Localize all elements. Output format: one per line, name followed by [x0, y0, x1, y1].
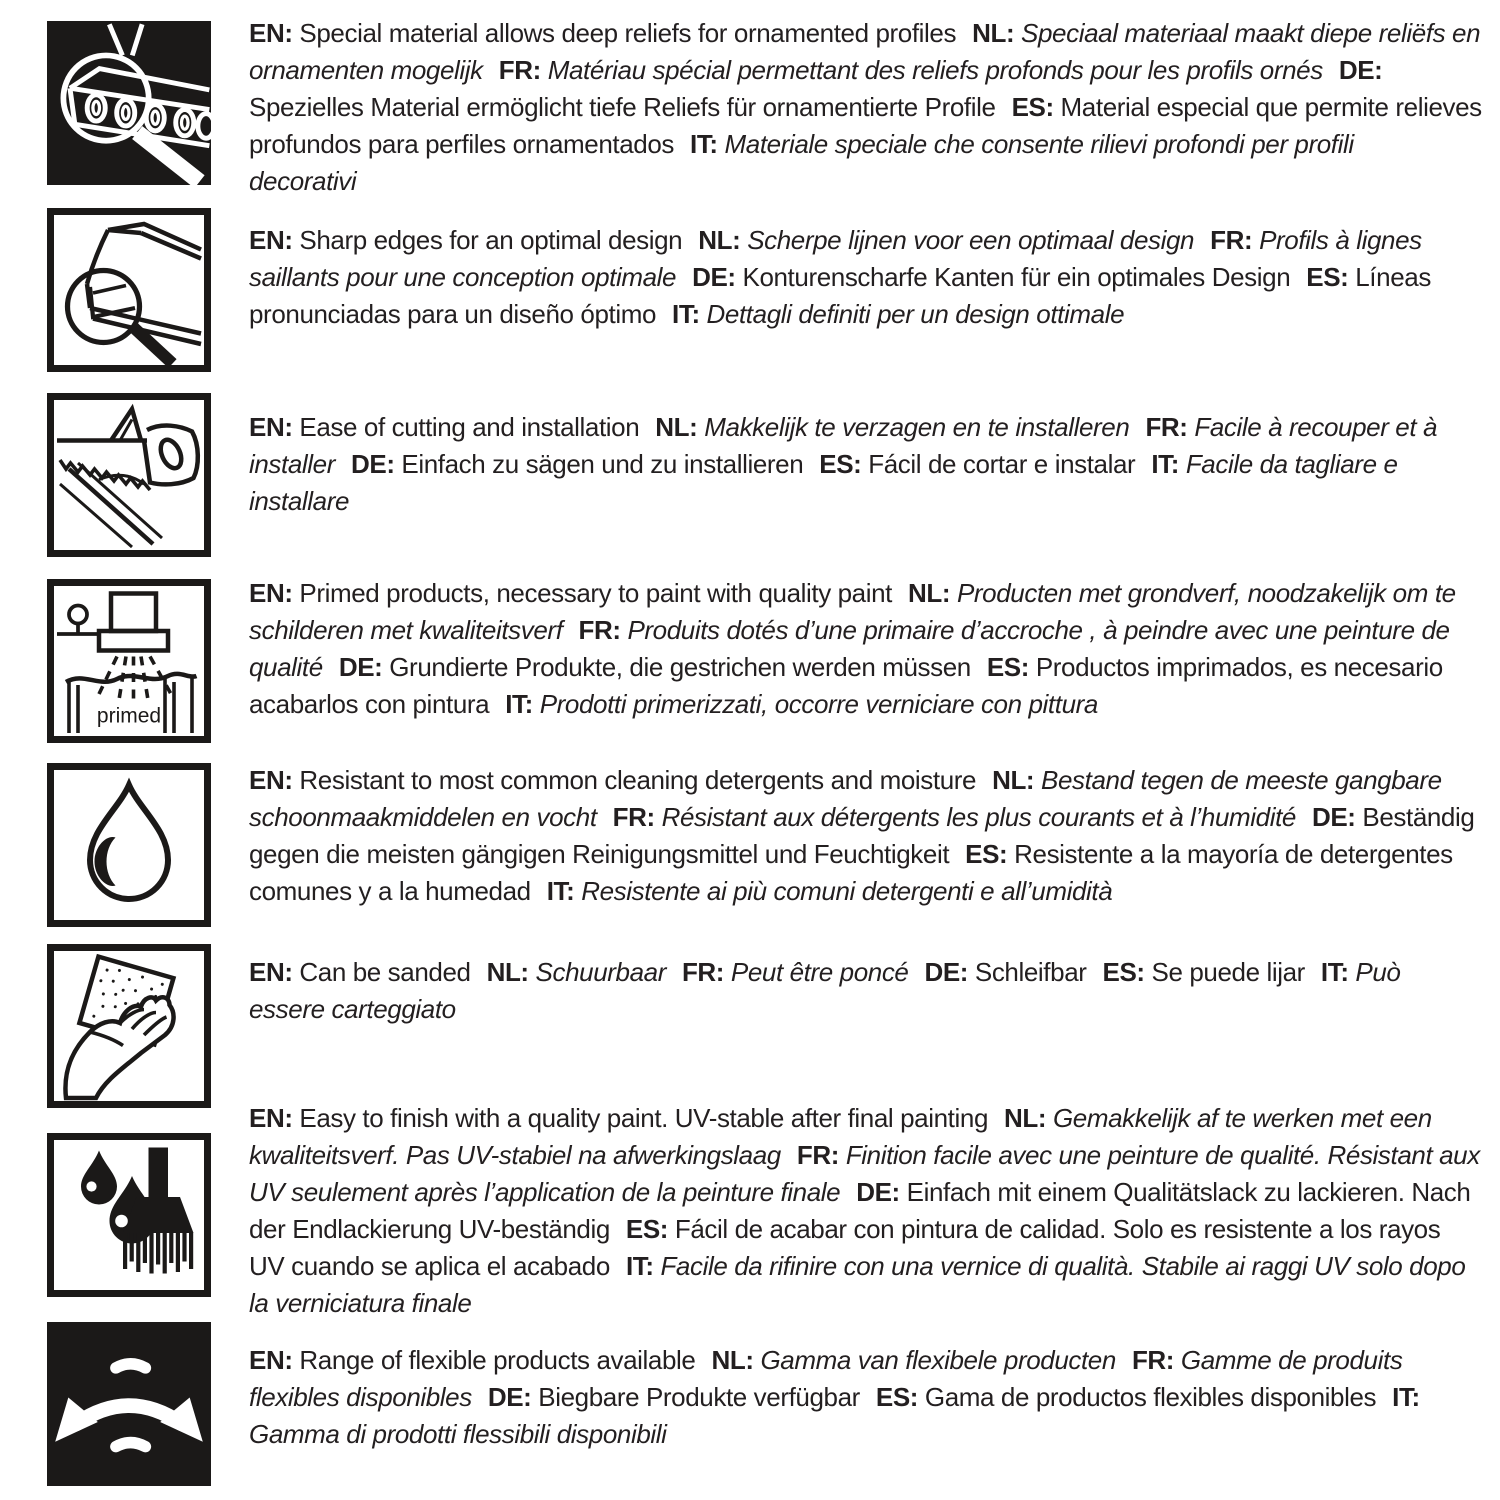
- lang-text-de: Biegbare Produkte verfügbar: [538, 1382, 860, 1412]
- lang-text-en: Easy to finish with a quality paint. UV-stable after final painting: [299, 1103, 989, 1133]
- lang-label-nl: NL:: [655, 412, 698, 442]
- flex-arrow-icon: [47, 1322, 211, 1486]
- lang-segment-es: [876, 1382, 1376, 1412]
- feature-text: [249, 954, 1482, 1028]
- lang-text-en: Sharp edges for an optimal design: [299, 225, 683, 255]
- lang-segment-nl: [711, 1345, 1115, 1375]
- feature-text: [249, 409, 1482, 520]
- lang-text-nl: Producten met grondverf, noodzakelijk om te schilderen met kwaliteitsverf: [249, 578, 1456, 645]
- lang-segment-de: [488, 1382, 860, 1412]
- lang-text-fr: Facile à recouper et à installer: [249, 412, 1438, 479]
- lang-label-en: EN:: [249, 578, 293, 608]
- lang-text-nl: Scherpe lijnen voor een optimaal design: [747, 225, 1195, 255]
- lang-segment-en: [249, 412, 639, 442]
- lang-segment-nl: [698, 225, 1194, 255]
- lang-segment-fr: [613, 802, 1296, 832]
- lang-text-nl: Bestand tegen de meeste gangbare schoonmaakmiddelen en vocht: [249, 765, 1442, 832]
- lang-text-it: Dettagli definiti per un design ottimale: [706, 299, 1125, 329]
- lang-segment-es: [819, 449, 1135, 479]
- lang-label-es: ES:: [875, 1382, 919, 1412]
- lang-label-fr: FR:: [796, 1140, 839, 1170]
- lang-label-it: IT:: [1320, 957, 1349, 987]
- lang-label-es: ES:: [1011, 92, 1054, 122]
- lang-label-es: ES:: [625, 1214, 669, 1244]
- lang-label-it: IT:: [546, 876, 575, 906]
- lang-text-it: Gamma di prodotti flessibili disponibili: [249, 1419, 667, 1449]
- lang-segment-de: [924, 957, 1086, 987]
- lang-label-it: IT:: [1151, 449, 1179, 479]
- lang-segment-es: [1103, 957, 1305, 987]
- lang-text-fr: Finition facile avec une peinture de qualité. Résistant aux UV seulement après l’application de la peinture finale: [249, 1140, 1480, 1207]
- lang-label-it: IT:: [690, 129, 718, 159]
- lang-label-nl: NL:: [908, 578, 951, 608]
- lang-segment-nl: [655, 412, 1129, 442]
- lang-text-es: Material especial que permite relieves profundos para perfiles ornamentados: [249, 92, 1482, 159]
- lang-label-es: ES:: [819, 449, 862, 479]
- handsaw-icon: [47, 393, 211, 557]
- lang-label-en: EN:: [249, 957, 293, 987]
- lang-text-es: Fácil de cortar e instalar: [868, 449, 1136, 479]
- lang-label-nl: NL:: [992, 765, 1035, 795]
- lang-label-de: DE:: [1338, 55, 1383, 85]
- lang-label-fr: FR:: [1210, 225, 1253, 255]
- lang-segment-en: [249, 1345, 695, 1375]
- lang-label-de: DE:: [1311, 802, 1356, 832]
- lang-text-es: Fácil de acabar con pintura de calidad. Solo es resistente a los rayos UV cuando se aplica el acabado: [249, 1214, 1441, 1281]
- lang-text-de: Einfach mit einem Qualitätslack zu lackieren. Nach der Endlackierung UV-beständig: [249, 1177, 1471, 1244]
- lang-label-nl: NL:: [698, 225, 741, 255]
- lang-label-it: IT:: [1392, 1382, 1420, 1412]
- lang-text-de: Spezielles Material ermöglicht tiefe Reliefs für ornamentierte Profile: [249, 92, 996, 122]
- lang-text-en: Can be sanded: [299, 957, 471, 987]
- lang-text-en: Ease of cutting and installation: [299, 412, 640, 442]
- lang-text-it: Prodotti primerizzati, occorre verniciare con pittura: [539, 689, 1098, 719]
- lang-label-it: IT:: [625, 1251, 654, 1281]
- lang-label-en: EN:: [249, 1345, 293, 1375]
- lang-segment-de: [351, 449, 803, 479]
- lang-text-de: Schleifbar: [974, 957, 1087, 987]
- lang-label-de: DE:: [692, 262, 736, 292]
- lang-text-de: Konturenscharfe Kanten für ein optimales Design: [742, 262, 1291, 292]
- lang-text-it: Facile da rifinire con una vernice di qualità. Stabile ai raggi UV solo dopo la verniciatura finale: [249, 1251, 1466, 1318]
- lang-label-de: DE:: [487, 1382, 532, 1412]
- lang-text-fr: Matériau spécial permettant des reliefs profonds pour les profils ornés: [547, 55, 1323, 85]
- lang-segment-en: [249, 1103, 988, 1133]
- lang-text-en: Range of flexible products available: [299, 1345, 696, 1375]
- paint-drops-brush-icon: [47, 1133, 211, 1297]
- lang-text-de: Einfach zu sägen und zu installieren: [401, 449, 804, 479]
- lang-text-es: Líneas pronunciadas para un diseño óptimo: [249, 262, 1431, 329]
- lang-text-en: Resistant to most common cleaning detergents and moisture: [299, 765, 977, 795]
- lang-segment-en: [249, 578, 892, 608]
- feature-text: [249, 1342, 1482, 1453]
- sharp-edge-magnifier-icon: [47, 208, 211, 372]
- lang-label-es: ES:: [965, 839, 1008, 869]
- feature-text: [249, 762, 1482, 910]
- lang-label-en: EN:: [249, 225, 293, 255]
- lang-text-es: Resistente a la mayoría de detergentes comunes y a la humedad: [249, 839, 1453, 906]
- lang-segment-en: [249, 957, 471, 987]
- lang-text-it: Materiale speciale che consente rilievi profondi per profili decorativi: [249, 129, 1354, 196]
- lang-text-it: Può essere carteggiato: [249, 957, 1401, 1024]
- lang-label-nl: NL:: [972, 18, 1015, 48]
- primed-label: primed: [96, 704, 162, 728]
- lang-text-es: Gama de productos flexibles disponibles: [924, 1382, 1377, 1412]
- lang-text-de: Grundierte Produkte, die gestrichen werden müssen: [389, 652, 971, 682]
- lang-text-nl: Speciaal materiaal maakt diepe reliëfs en ornamenten mogelijk: [249, 18, 1481, 85]
- lang-label-es: ES:: [1306, 262, 1349, 292]
- lang-label-en: EN:: [249, 18, 293, 48]
- lang-text-fr: Gamme de produits flexibles disponibles: [249, 1345, 1403, 1412]
- lang-label-fr: FR:: [1145, 412, 1188, 442]
- lang-label-de: DE:: [924, 957, 969, 987]
- lang-segment-en: [249, 18, 956, 48]
- water-drop-icon: [47, 763, 211, 927]
- lang-label-de: DE:: [856, 1177, 900, 1207]
- sanding-hand-icon: [47, 944, 211, 1108]
- lang-text-fr: Profils à lignes saillants pour une conception optimale: [249, 225, 1422, 292]
- lang-text-nl: Makkelijk te verzagen en te installeren: [704, 412, 1130, 442]
- lang-label-fr: FR:: [1131, 1345, 1175, 1375]
- lang-segment-en: [249, 765, 976, 795]
- lang-text-it: Facile da tagliare e installare: [249, 449, 1398, 516]
- lang-text-es: Productos imprimados, es necesario acabarlos con pintura: [249, 652, 1443, 719]
- lang-label-en: EN:: [249, 412, 293, 442]
- lang-label-it: IT:: [672, 299, 700, 329]
- ornament-magnifier-icon: [47, 21, 211, 185]
- lang-text-de: Beständig gegen die meisten gängigen Reinigungsmittel und Feuchtigkeit: [249, 802, 1475, 869]
- lang-segment-it: [547, 876, 1113, 906]
- lang-label-it: IT:: [505, 689, 533, 719]
- lang-text-nl: Schuurbaar: [535, 957, 666, 987]
- lang-text-fr: Peut être poncé: [730, 957, 909, 987]
- lang-segment-de: [339, 652, 971, 682]
- lang-label-es: ES:: [986, 652, 1030, 682]
- lang-label-fr: FR:: [578, 615, 621, 645]
- lang-text-en: Primed products, necessary to paint with quality paint: [299, 578, 893, 608]
- lang-segment-nl: [487, 957, 666, 987]
- feature-text: [249, 222, 1482, 333]
- lang-label-en: EN:: [249, 1103, 293, 1133]
- lang-text-it: Resistente ai più comuni detergenti e all’umidità: [581, 876, 1113, 906]
- lang-text-en: Special material allows deep reliefs for ornamented profiles: [299, 18, 957, 48]
- primer-spray-icon: [47, 579, 211, 743]
- lang-label-es: ES:: [1102, 957, 1145, 987]
- feature-text: [249, 1100, 1482, 1322]
- lang-segment-fr: [499, 55, 1323, 85]
- lang-text-nl: Gamma van flexibele producten: [760, 1345, 1116, 1375]
- lang-segment-fr: [682, 957, 909, 987]
- lang-segment-it: [505, 689, 1098, 719]
- lang-label-de: DE:: [351, 449, 395, 479]
- lang-label-fr: FR:: [681, 957, 725, 987]
- lang-label-en: EN:: [249, 765, 293, 795]
- lang-segment-de: [692, 262, 1290, 292]
- lang-text-fr: Résistant aux détergents les plus courants et à l’humidité: [661, 802, 1296, 832]
- lang-label-nl: NL:: [1004, 1103, 1047, 1133]
- lang-text-fr: Produits dotés d’une primaire d’accroche , à peindre avec une peinture de qualité: [249, 615, 1450, 682]
- lang-segment-it: [672, 299, 1124, 329]
- feature-text: [249, 575, 1482, 723]
- lang-label-fr: FR:: [612, 802, 655, 832]
- lang-text-nl: Gemakkelijk af te werken met een kwaliteitsverf. Pas UV-stabiel na afwerkingslaag: [249, 1103, 1432, 1170]
- lang-label-nl: NL:: [486, 957, 529, 987]
- lang-label-fr: FR:: [498, 55, 541, 85]
- lang-label-nl: NL:: [711, 1345, 754, 1375]
- lang-segment-en: [249, 225, 682, 255]
- feature-text: [249, 15, 1482, 200]
- lang-text-es: Se puede lijar: [1151, 957, 1305, 987]
- lang-label-de: DE:: [338, 652, 383, 682]
